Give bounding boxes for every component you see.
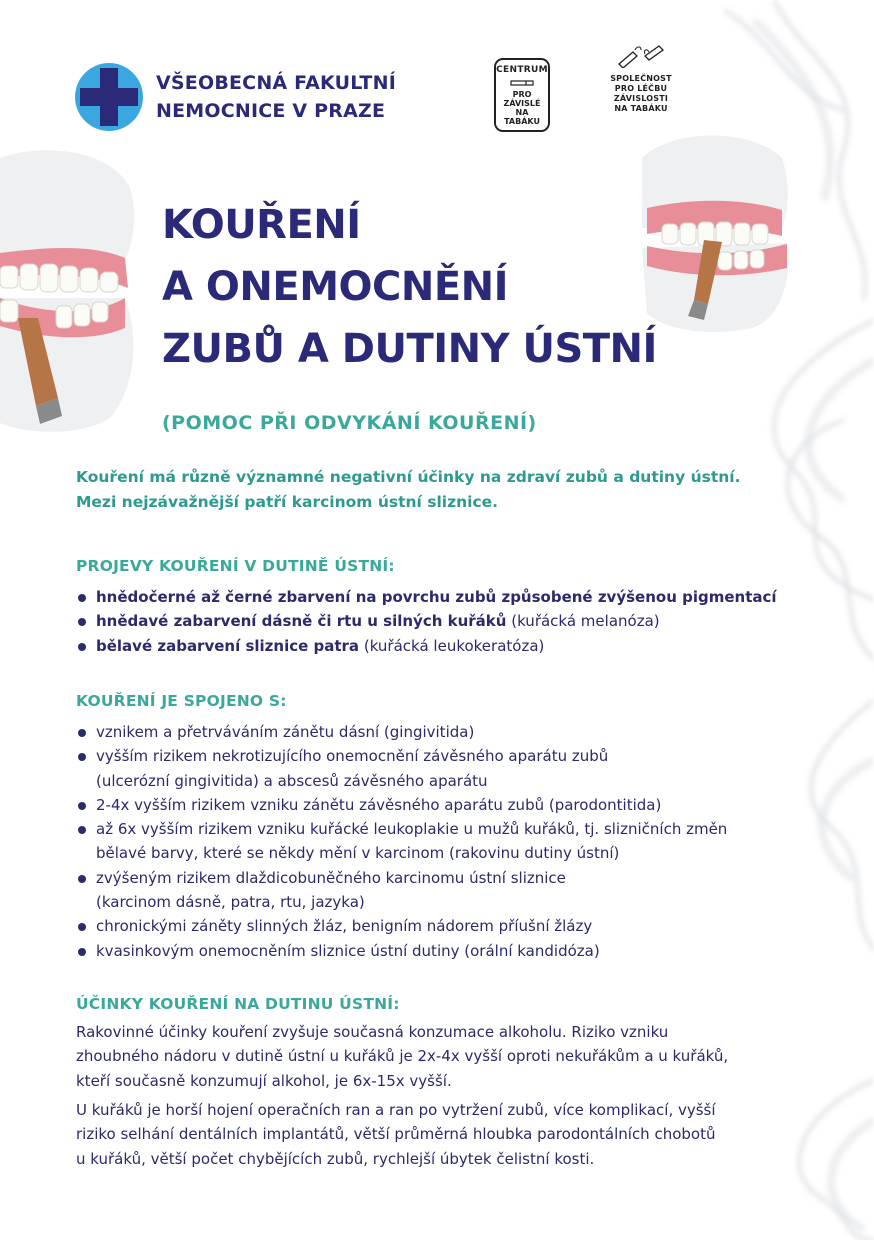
ucinky-p1-line2: zhoubného nádoru v dutině ústní u kuřáků je 2x-4x vyšší oproti nekuřákům a u kuřáků, bbox=[76, 1047, 729, 1066]
title-line2: A ONEMOCNĚNÍ bbox=[162, 264, 509, 310]
ucinky-heading: ÚČINKY KOUŘENÍ NA DUTINU ÚSTNÍ: bbox=[76, 995, 400, 1013]
spojeno-item-2-line2: (ulcerózní gingivitida) a abscesů závěsného aparátu bbox=[96, 771, 488, 790]
list-item bbox=[76, 914, 727, 938]
ucinky-p1-line3: kteří současně konzumují alkohol, je 6x-15x vyšší. bbox=[76, 1071, 452, 1090]
list-item bbox=[76, 744, 727, 793]
intro-line1: Kouření má různě významné negativní účinky na zdraví zubů a dutiny ústní. bbox=[76, 468, 741, 486]
spojeno-item-6: chronickými záněty slinných žláz, benigním nádorem příušní žlázy bbox=[96, 917, 593, 936]
spojeno-item-7: kvasinkovým onemocněním sliznice ústní dutiny (orální kandidóza) bbox=[96, 941, 600, 960]
broken-cigarette-icon bbox=[615, 44, 667, 68]
list-item bbox=[76, 585, 777, 609]
projevy-item-3-note: (kuřácká leukokeratóza) bbox=[363, 636, 545, 655]
spojeno-item-4-line2: bělavé barvy, které se někdy mění v karcinom (rakovinu dutiny ústní) bbox=[96, 844, 620, 863]
ucinky-p2-line2: riziko selhání dentálních implantátů, větší průměrná hloubka parodontálních chobotů bbox=[76, 1125, 716, 1144]
spojeno-heading: KOUŘENÍ JE SPOJENO S: bbox=[76, 692, 287, 710]
hospital-name-line1: VŠEOBECNÁ FAKULTNÍ bbox=[156, 72, 396, 94]
spojeno-item-5-line1: zvýšeným rizikem dlaždicobuněčného karcinomu ústní sliznice bbox=[96, 868, 566, 887]
page-title bbox=[162, 194, 657, 380]
spolecnost-line2: PRO LÉČBU bbox=[614, 84, 668, 93]
list-item bbox=[76, 817, 727, 866]
spojeno-list bbox=[76, 720, 727, 963]
cigarette-icon bbox=[510, 79, 534, 87]
hospital-logo bbox=[74, 62, 396, 132]
spojeno-item-1: vznikem a přetrváváním zánětu dásní (gingivitida) bbox=[96, 723, 475, 741]
ucinky-paragraph-1 bbox=[76, 1020, 796, 1093]
projevy-list bbox=[76, 585, 777, 658]
title-line3: ZUBŮ A DUTINY ÚSTNÍ bbox=[162, 326, 657, 372]
spolecnost-logo bbox=[606, 44, 676, 114]
centrum-subtitle bbox=[498, 90, 546, 126]
spojeno-item-3: 2-4x vyšším rizikem vzniku zánětu závěsného aparátu zubů (parodontitida) bbox=[96, 795, 662, 814]
teeth-cigarette-illustration-left bbox=[0, 148, 142, 438]
page-subtitle: (POMOC PŘI ODVYKÁNÍ KOUŘENÍ) bbox=[162, 412, 537, 434]
spolecnost-name bbox=[606, 74, 676, 114]
list-item bbox=[76, 609, 777, 633]
list-item bbox=[76, 634, 777, 658]
spojeno-item-2-line1: vyšším rizikem nekrotizujícího onemocnění závěsného aparátu zubů bbox=[96, 747, 609, 766]
projevy-heading: PROJEVY KOUŘENÍ V DUTINĚ ÚSTNÍ: bbox=[76, 557, 395, 575]
centrum-subtitle-line2: NA TABÁKU bbox=[504, 108, 540, 126]
ucinky-paragraph-2 bbox=[76, 1098, 796, 1171]
spolecnost-line3: ZÁVISLOSTI bbox=[613, 94, 669, 103]
list-item bbox=[76, 720, 727, 744]
ucinky-p1-line1: Rakovinné účinky kouření zvyšuje současná konzumace alkoholu. Riziko vzniku bbox=[76, 1023, 669, 1041]
list-item bbox=[76, 866, 727, 915]
hospital-name bbox=[156, 69, 396, 125]
projevy-item-3-bold: bělavé zabarvení sliznice patra bbox=[96, 636, 360, 655]
projevy-item-2-bold: hnědavé zabarvení dásně či rtu u silných kuřáků bbox=[96, 612, 507, 631]
spojeno-item-4-line1: až 6x vyšším rizikem vzniku kuřácké leukoplakie u mužů kuřáků, tj. slizničních změn bbox=[96, 820, 728, 839]
projevy-item-1-bold: hnědočerné až černé zbarvení na povrchu zubů způsobené zvýšenou pigmentací bbox=[96, 588, 777, 606]
list-item bbox=[76, 793, 727, 817]
intro-line2: Mezi nejzávažnější patří karcinom ústní sliznice. bbox=[76, 493, 499, 511]
hospital-name-line2: NEMOCNICE V PRAZE bbox=[156, 100, 386, 122]
centrum-logo bbox=[494, 58, 550, 132]
list-item bbox=[76, 939, 727, 963]
centrum-subtitle-line1: PRO ZÁVISLÉ bbox=[503, 90, 541, 108]
spolecnost-line1: SPOLEČNOST bbox=[610, 74, 672, 83]
ucinky-p2-line1: U kuřáků je horší hojení operačních ran a ran po vytržení zubů, více komplikací, vyšší bbox=[76, 1101, 716, 1119]
hospital-cross-icon bbox=[74, 62, 144, 132]
title-line1: KOUŘENÍ bbox=[162, 202, 361, 248]
ucinky-p2-line3: u kuřáků, větší počet chybějících zubů, rychlejší úbytek čelistní kosti. bbox=[76, 1149, 595, 1168]
spolecnost-line4: NA TABÁKU bbox=[614, 104, 668, 113]
projevy-item-2-note: (kuřácká melanóza) bbox=[511, 612, 660, 631]
spojeno-item-5-line2: (karcinom dásně, patra, rtu, jazyka) bbox=[96, 893, 365, 912]
centrum-title: CENTRUM bbox=[496, 65, 548, 75]
intro-text bbox=[76, 465, 741, 515]
